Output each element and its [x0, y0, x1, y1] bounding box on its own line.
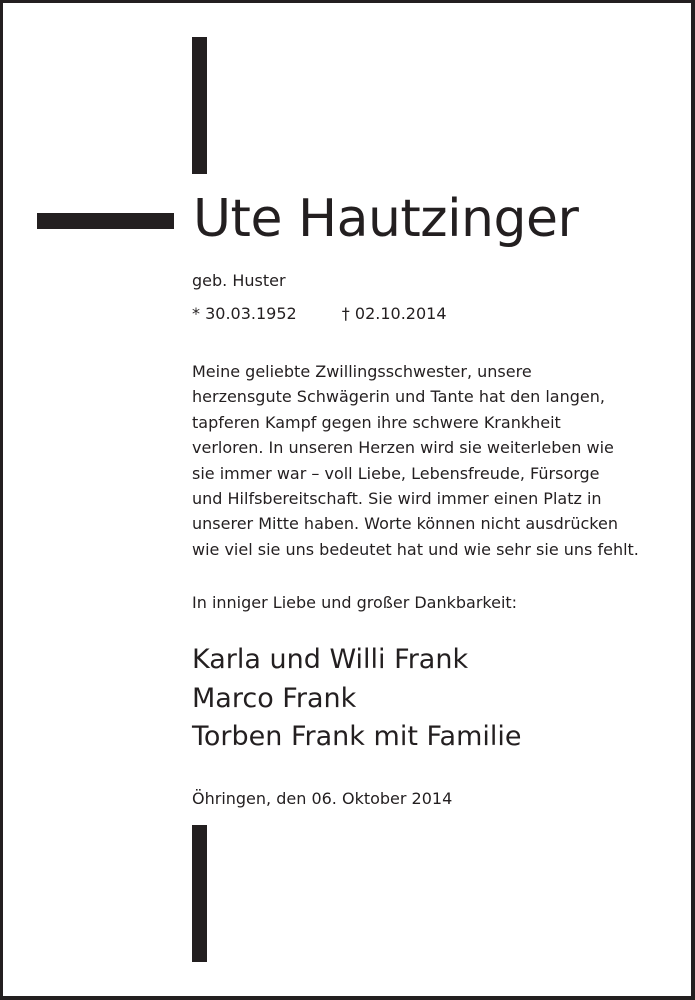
text-line: und Hilfsbereitschaft. Sie wird immer einen Platz in [192, 489, 602, 509]
obituary-text [192, 359, 662, 562]
deceased-name: Ute Hautzinger [193, 189, 579, 249]
text-line: herzensgute Schwägerin und Tante hat den langen, [192, 387, 605, 407]
birth-date: * 30.03.1952 [192, 304, 297, 323]
cross-top-bar [192, 37, 207, 174]
mourner: Torben Frank mit Familie [192, 721, 522, 752]
text-line: unserer Mitte haben. Worte können nicht ausdrücken [192, 514, 618, 534]
place-and-date: Öhringen, den 06. Oktober 2014 [192, 789, 453, 808]
text-line: wie viel sie uns bedeutet hat und wie sehr sie uns fehlt. [192, 539, 639, 559]
cross-left-bar [37, 213, 174, 229]
death-date: † 02.10.2014 [341, 304, 447, 323]
mourner: Marco Frank [192, 682, 357, 714]
mourners-list [192, 641, 522, 757]
thanks-line: In inniger Liebe und großer Dankbarkeit: [192, 593, 518, 612]
text-line: verloren. In unseren Herzen wird sie weiterleben wie [192, 438, 614, 458]
life-dates [192, 303, 447, 325]
text-line: Meine geliebte Zwillingsschwester, unsere [192, 362, 532, 381]
mourner: Karla und Willi Frank [192, 644, 469, 675]
text-line: tapferen Kampf gegen ihre schwere Krankheit [192, 412, 561, 432]
maiden-name: geb. Huster [192, 271, 286, 290]
text-line: sie immer war – voll Liebe, Lebensfreude, Fürsorge [192, 463, 600, 483]
cross-bottom-bar [192, 825, 207, 962]
obituary-notice [3, 3, 691, 996]
